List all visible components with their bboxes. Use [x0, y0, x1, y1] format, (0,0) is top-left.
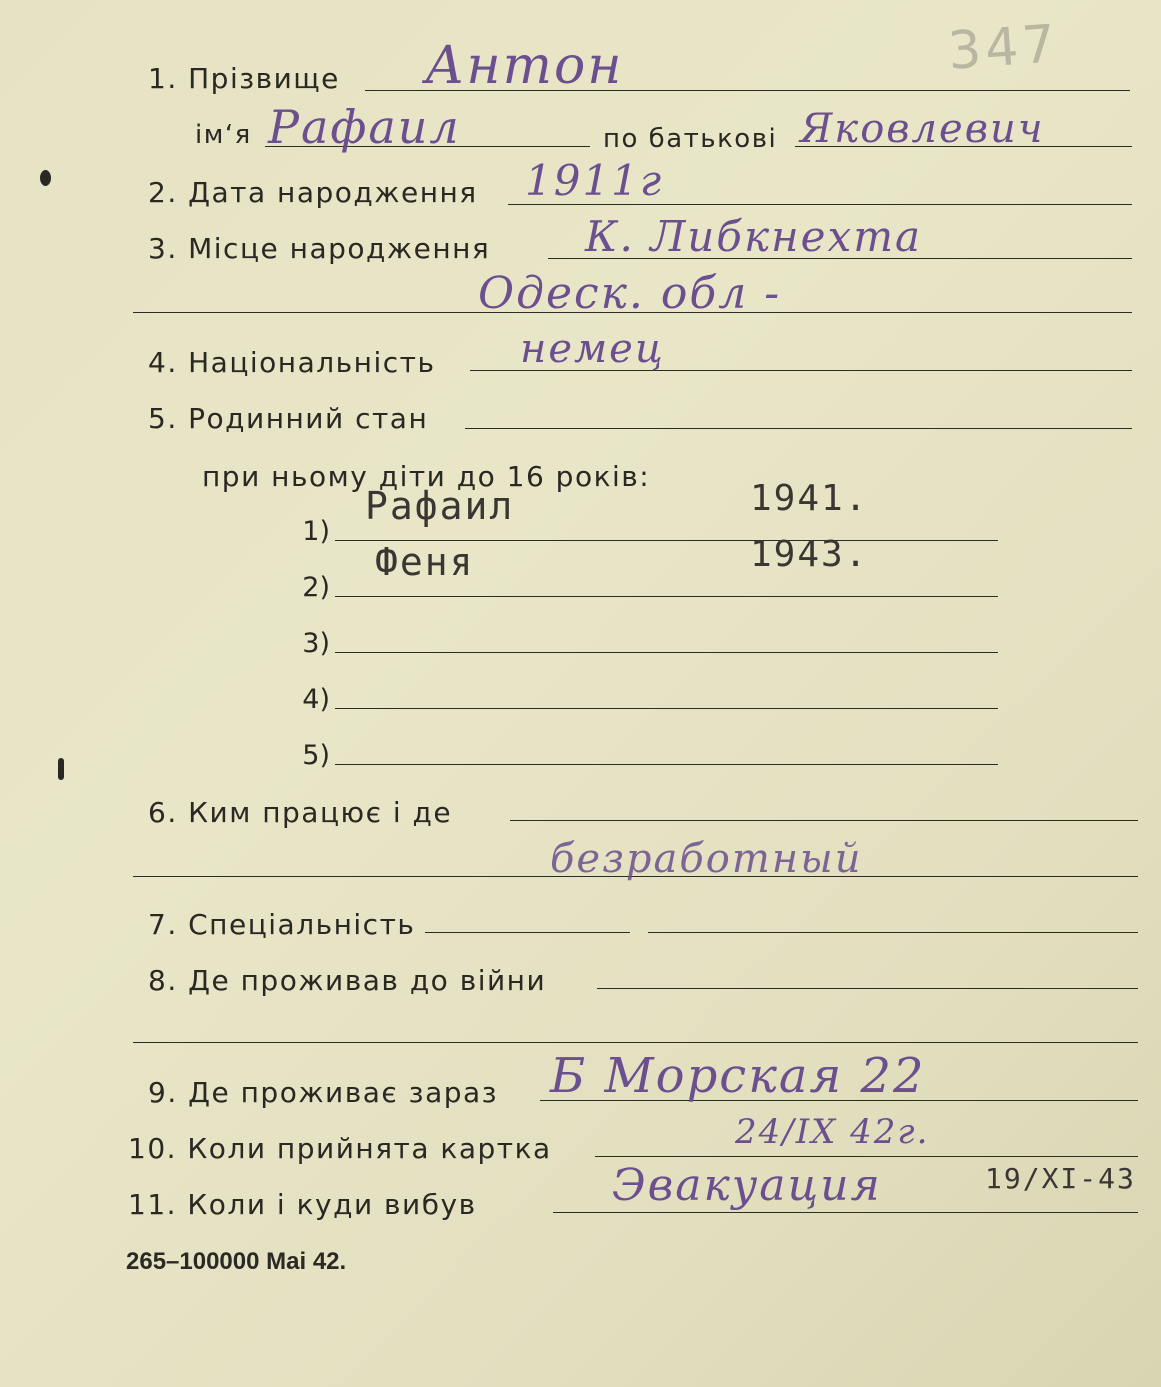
child-4-number: 4) [302, 684, 330, 715]
work-line-1 [510, 820, 1138, 821]
child-3-line [335, 652, 998, 653]
child-1-number: 1) [302, 516, 330, 547]
card-accepted-value: 24/IX 42г. [735, 1112, 930, 1152]
card-accepted-label: 10. Коли прийнята картка [128, 1132, 552, 1165]
punch-hole-top [40, 170, 51, 186]
patronymic-label: по батькові [603, 124, 778, 154]
marital-status-label: 5. Родинний стан [148, 402, 429, 435]
children-label: при ньому діти до 16 років: [202, 460, 651, 493]
patronymic-value: Яковлевич [800, 106, 1045, 152]
first-name-value: Рафаил [268, 100, 461, 154]
work-value: безработный [550, 836, 863, 882]
prewar-residence-line-2 [133, 1042, 1138, 1043]
prewar-residence-line-1 [597, 988, 1138, 989]
card-accepted-line [595, 1156, 1138, 1157]
birth-date-label: 2. Дата народження [148, 176, 478, 209]
departed-label: 11. Коли і куди вибув [128, 1188, 477, 1221]
child-2-name: Феня [375, 540, 475, 584]
birth-place-value-2: Одеск. обл - [478, 268, 782, 319]
birth-date-value: 1911г [525, 156, 664, 205]
specialty-label: 7. Спеціальність [148, 908, 416, 941]
child-4-line [335, 708, 998, 709]
prewar-residence-label: 8. Де проживав до війни [148, 964, 547, 997]
birth-place-value-1: К. Либкнехта [585, 212, 923, 261]
print-mark: 265–100000 Mai 42. [126, 1248, 347, 1275]
child-2-number: 2) [302, 572, 330, 603]
departed-value: Эвакуация [612, 1160, 882, 1211]
child-1-year: 1941. [750, 478, 869, 519]
child-3-number: 3) [302, 628, 330, 659]
marital-status-line [465, 428, 1132, 429]
child-2-line [335, 596, 998, 597]
child-1-name: Рафаил [365, 484, 515, 528]
nationality-value: немец [520, 326, 665, 372]
child-5-line [335, 764, 998, 765]
current-residence-value: Б Морская 22 [550, 1048, 926, 1104]
specialty-line-1 [425, 932, 630, 933]
first-name-label: ім‘я [195, 120, 252, 150]
nationality-label: 4. Національність [148, 346, 436, 379]
departed-line [553, 1212, 1138, 1213]
departed-date: 19/XI-43 [985, 1162, 1136, 1195]
punch-hole-bottom [58, 758, 64, 780]
child-2-year: 1943. [750, 534, 869, 575]
surname-label: 1. Прізвище [148, 62, 340, 95]
surname-value: Антон [425, 36, 624, 96]
archive-number-stamp: 347 [946, 14, 1062, 82]
work-label: 6. Ким працює і де [148, 796, 453, 829]
birth-place-label: 3. Місце народження [148, 232, 491, 265]
specialty-line-2 [648, 932, 1138, 933]
child-5-number: 5) [302, 740, 330, 771]
current-residence-label: 9. Де проживає зараз [148, 1076, 499, 1109]
